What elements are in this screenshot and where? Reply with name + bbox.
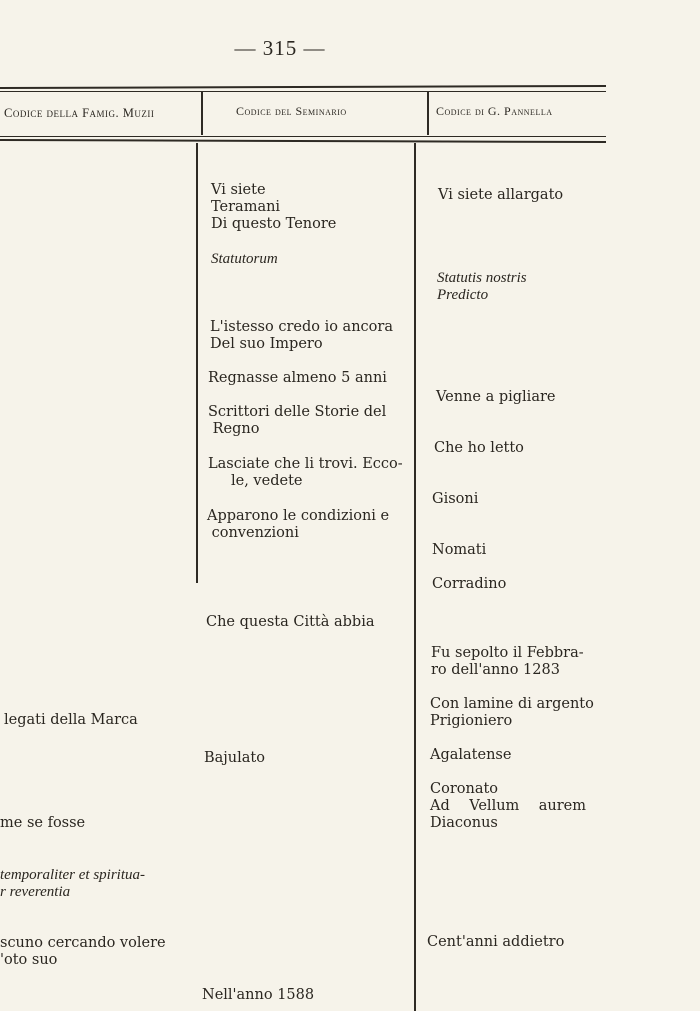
col2-entry: Statutorum [211,251,278,267]
col3-entry: Nomati [432,542,487,558]
col2-entry: Nell'anno 1588 [202,987,315,1003]
col3-entry: Vi siete allargato [438,187,564,203]
col2-entry: Che questa Città abbia [206,614,375,630]
col3-entry: Gisoni [432,491,479,507]
col2-entry: Bajulato [204,750,265,766]
col2-entry: Apparono le condizioni e convenzioni [207,508,390,541]
column-header-muzii: Codice della Famig. Muzii [4,106,155,120]
col2-entry: L'istesso credo io ancora Del suo Impero [210,319,393,352]
header-top-rule-thin [0,91,606,92]
col1-entry: temporaliter et spiritua- r reverentia [0,867,145,900]
column-header-pannella: Codice di G. Pannella [436,104,553,118]
header-bottom-rule [0,139,606,143]
col1-entry: legati della Marca [4,712,138,728]
col3-entry: Con lamine di argento Prigioniero [430,696,594,729]
column-header-seminario: Codice del Seminario [236,104,347,118]
col2-entry: Regnasse almeno 5 anni [208,370,387,386]
header-top-rule [0,85,606,89]
col2-entry: Scrittori delle Storie del Regno [208,404,387,437]
col3-entry: Agalatense [430,747,512,763]
col3-entry: Che ho letto [434,440,524,456]
header-divider-2 [427,92,429,135]
col3-entry: Fu sepolto il Febbra- ro dell'anno 1283 [431,645,584,678]
col3-entry: Cent'anni addietro [427,934,565,950]
header-divider-1 [201,92,203,135]
column-divider-2 [414,143,416,1011]
col3-entry: Coronato Ad Vellum aurem Diaconus [430,781,586,831]
col2-entry: Vi siete Teramani Di questo Tenore [211,182,337,232]
header-bottom-rule-thin [0,136,606,137]
column-divider-1 [196,143,198,583]
col2-entry: Lasciate che li trovi. Ecco- le, vedete [208,456,403,489]
page-number: — 315 — [234,36,326,60]
col3-entry: Corradino [432,576,507,592]
col3-entry: Statutis nostris Predicto [437,270,527,303]
col1-entry: me se fosse [0,815,86,831]
col1-entry: scuno cercando volere 'oto suo [0,935,166,968]
col3-entry: Venne a pigliare [436,389,556,405]
